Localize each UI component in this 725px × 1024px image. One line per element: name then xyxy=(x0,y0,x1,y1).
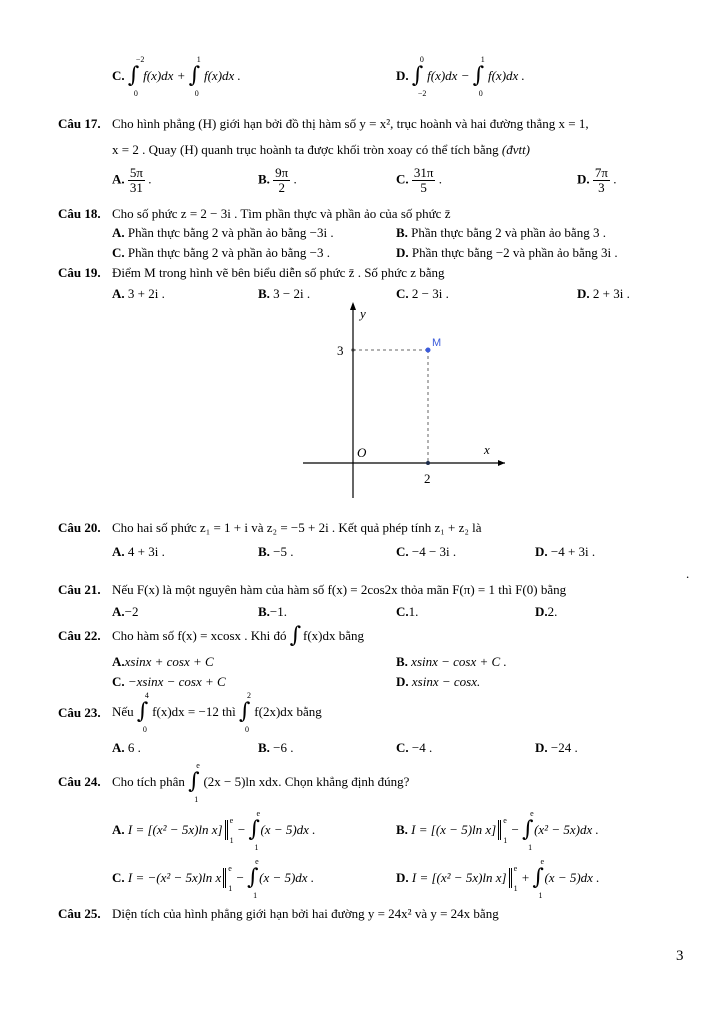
x-axis-arrow xyxy=(498,460,505,466)
integral-sign: ∫ −2 0 xyxy=(127,55,145,98)
integral-sign: ∫ 0 −2 xyxy=(411,55,427,98)
question-18-text: Cho số phức z = 2 − 3i . Tìm phần thực và phần ảo của số phức z̄ xyxy=(112,206,451,221)
option-text: f(x)dx + xyxy=(143,67,189,83)
question-21-text: Nếu F(x) là một nguyên hàm của hàm số f(x) = 2cos2x thỏa mãn F(π) = 1 thì F(0) bằng xyxy=(112,582,567,597)
point-m xyxy=(426,348,431,353)
fraction: $\frac{9\pi}{2}$ xyxy=(275,165,289,195)
option-a: A. Phần thực bằng 2 và phần ảo bằng −3i . xyxy=(112,225,334,240)
option-b: B. $\frac{9\pi}{2}$ . xyxy=(258,165,297,195)
option-a: A. $\frac{5\pi}{31}$ . xyxy=(112,165,152,195)
question-22-label: Câu 22. xyxy=(58,628,101,643)
option-c: C. Phần thực bằng 2 và phần ảo bằng −3 . xyxy=(112,245,330,260)
integral-sign: ∫ xyxy=(289,623,302,648)
fraction: $\frac{5\pi}{31}$ xyxy=(129,165,143,195)
question-23-text: Nếu ∫ 4 0 f(x)dx = −12 thì ∫ 2 0 f(2x)dx bằng xyxy=(112,691,322,734)
integral-sign: ∫ e 1 xyxy=(248,809,261,852)
tick-y3 xyxy=(351,348,354,351)
option-d: D. Phần thực bằng −2 và phần ảo bằng 3i . xyxy=(396,245,618,260)
option-d: D. 2 + 3i . xyxy=(577,286,630,301)
x-tick-label: 2 xyxy=(424,471,431,486)
option-d: D. I = [(x² − 5x)ln x] e 1 + ∫ e 1 (x − 5)dx . xyxy=(396,857,600,900)
option-c: C. −4 − 3i . xyxy=(396,544,457,559)
question-17-label: Câu 17. xyxy=(58,116,101,131)
question-24-label: Câu 24. xyxy=(58,774,101,789)
question-25-label: Câu 25. xyxy=(58,906,101,921)
option-text: f(x)dx − xyxy=(427,67,473,83)
option-b: B. I = [(x − 5)ln x] e 1 − ∫ e 1 (x² − 5x)dx . xyxy=(396,809,599,852)
option-text: f(x)dx . xyxy=(487,67,525,83)
tick-x2 xyxy=(426,461,430,465)
question-23-label: Câu 23. xyxy=(58,705,101,720)
option-b: B. Phần thực bằng 2 và phần ảo bằng 3 . xyxy=(396,225,606,240)
question-20-text: Cho hai số phức z₁ = 1 + i và z₂ = −5 + 2i . Kết quả phép tính z₁ + z₂ là xyxy=(112,520,482,535)
question-18-label: Câu 18. xyxy=(58,206,101,221)
y-axis-label: y xyxy=(360,306,366,321)
integral-sign: ∫ e 1 xyxy=(247,857,259,900)
option-b: B. 3 − 2i . xyxy=(258,286,311,301)
option-label: D. xyxy=(396,67,409,83)
integral-sign: ∫ e 1 xyxy=(188,761,200,804)
fraction: $\frac{7\pi}{3}$ xyxy=(594,165,608,195)
question-19-label: Câu 19. xyxy=(58,265,101,280)
option-b: B. xsinx − cosx + C . xyxy=(396,654,507,669)
integral-sign: ∫ e 1 xyxy=(532,857,545,900)
question-25-text: Diện tích của hình phẳng giới hạn bởi hai đường y = 24x² và y = 24x bằng xyxy=(112,906,499,921)
question-17-text-cont: x = 2 . Quay (H) quanh trục hoành ta được khối tròn xoay có thể tích bằng (đvtt) xyxy=(112,142,531,157)
option-a: A. 6 . xyxy=(112,740,141,755)
complex-plane-figure xyxy=(300,300,510,505)
y-tick-label: 3 xyxy=(337,343,344,358)
page-number: 3 xyxy=(676,948,684,964)
question-21-label: Câu 21. xyxy=(58,582,101,597)
option-a: A.xsinx + cosx + C xyxy=(112,654,214,669)
option-d: D. −4 + 3i . xyxy=(535,544,596,559)
unit-note: (đvtt) xyxy=(501,142,531,157)
question-19-text: Điểm M trong hình vẽ bên biểu diễn số phức z̄ . Số phức z bằng xyxy=(112,265,445,280)
integral-sign: ∫ 1 0 xyxy=(188,55,201,98)
option-b: B. −6 . xyxy=(258,740,294,755)
option-b: B. −5 . xyxy=(258,544,294,559)
question-20-label: Câu 20. xyxy=(58,520,101,535)
prev-option-c xyxy=(112,55,241,98)
eval-bar: e 1 xyxy=(507,868,519,890)
integral-sign: ∫ 2 0 xyxy=(239,691,252,734)
x-axis-label: x xyxy=(484,442,490,457)
option-a: A. 4 + 3i . xyxy=(112,544,165,559)
eval-bar: e 1 xyxy=(223,820,235,842)
option-c: C. −4 . xyxy=(396,740,433,755)
option-b: B.−1. xyxy=(258,604,288,619)
stray-dot: . xyxy=(686,566,690,581)
integral-sign: ∫ 1 0 xyxy=(472,55,485,98)
option-d: D.2. xyxy=(535,604,558,619)
option-a: A.−2 xyxy=(112,604,139,619)
integral-sign: ∫ 4 0 xyxy=(136,691,149,734)
option-c: C.1. xyxy=(396,604,419,619)
question-24-text: Cho tích phân ∫ e 1 (2x − 5)ln xdx. Chọn khẳng định đúng? xyxy=(112,761,410,804)
question-17-text: Cho hình phẳng (H) giới hạn bởi đồ thị hàm số y = x², trục hoành và hai đường thẳng x = 1, xyxy=(112,116,589,131)
option-a: A. 3 + 2i . xyxy=(112,286,165,301)
option-d: D. −24 . xyxy=(535,740,578,755)
eval-bar: e 1 xyxy=(221,868,233,890)
option-label: C. xyxy=(112,67,125,83)
question-22-text: Cho hàm số f(x) = xcosx . Khi đó ∫ f(x)dx bằng xyxy=(112,623,365,648)
option-d: D. $\frac{7\pi}{3}$ . xyxy=(577,165,617,195)
integral-sign: ∫ e 1 xyxy=(522,809,534,852)
eval-bar: e 1 xyxy=(496,820,508,842)
fraction: $\frac{31\pi}{5}$ xyxy=(413,165,434,195)
option-c: C. I = −(x² − 5x)ln x e 1 − ∫ e 1 (x − 5)dx . xyxy=(112,857,315,900)
point-m-label: M xyxy=(432,337,442,349)
origin-label: O xyxy=(357,445,367,460)
option-text: f(x)dx . xyxy=(203,67,241,83)
option-c: C. $\frac{31\pi}{5}$ . xyxy=(396,165,442,195)
option-c: C. 2 − 3i . xyxy=(396,286,449,301)
prev-option-d xyxy=(396,55,525,98)
option-a: A. I = [(x² − 5x)ln x] e 1 − ∫ e 1 (x − 5)dx . xyxy=(112,809,316,852)
option-d: D. xsinx − cosx. xyxy=(396,674,481,689)
option-c: C. −xsinx − cosx + C xyxy=(112,674,226,689)
y-axis-arrow xyxy=(350,302,356,310)
